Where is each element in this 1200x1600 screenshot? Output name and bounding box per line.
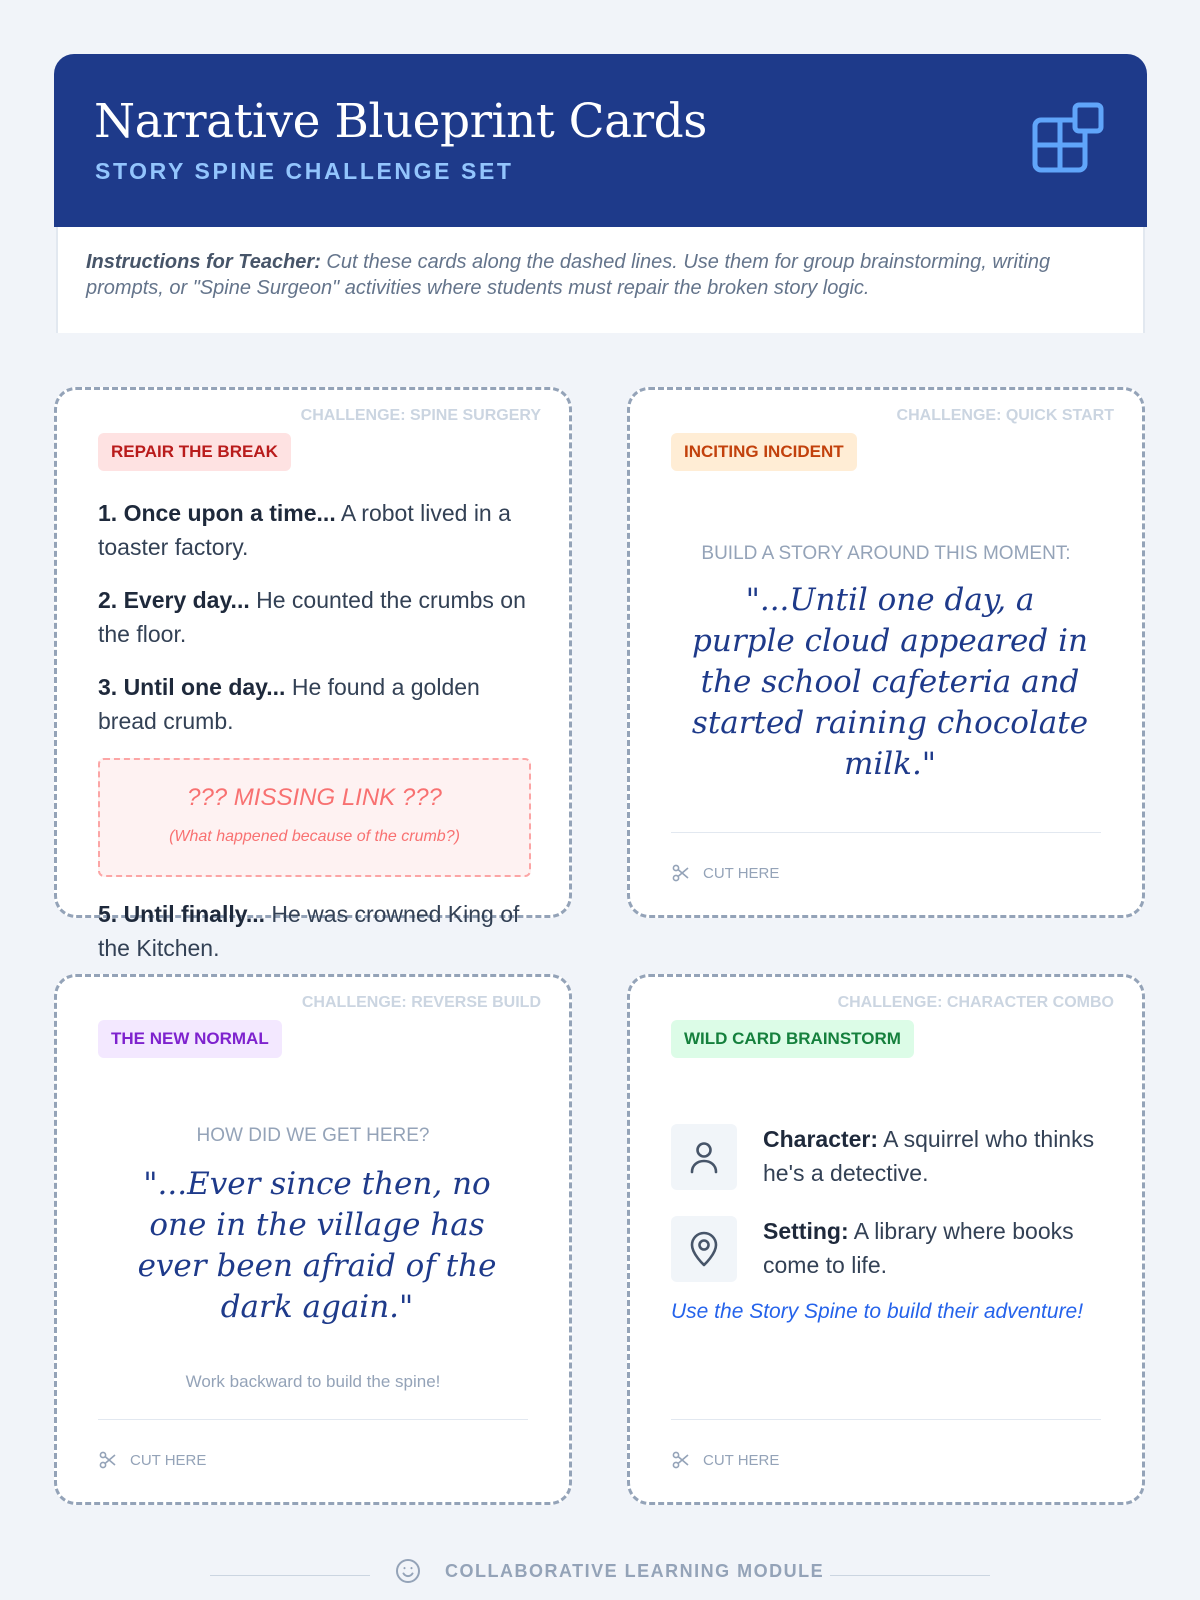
instructions-text: Cut these cards along the dashed lines. Use them for group brainstorming, writing prompts, or "Spine Surgeon" activities where students must repair the broken story logic. (86, 251, 1051, 299)
missing-link-box (98, 758, 531, 877)
setting-value: A library where books come to life. (763, 1218, 1074, 1278)
setting-text (763, 1214, 1113, 1282)
story-step (98, 583, 538, 651)
step-text: A robot lived in a toaster factory. (98, 500, 511, 560)
divider (98, 1419, 528, 1420)
step-lead: 2. Every day... (98, 587, 250, 613)
scissors-icon (671, 863, 691, 883)
scissors-icon (98, 1450, 118, 1470)
story-step (98, 897, 538, 965)
card-quote: "...Ever since then, no one in the village has ever been afraid of the dark again." (137, 1166, 497, 1325)
instructions-label: Instructions for Teacher: (86, 251, 321, 273)
card-reverse-build (54, 974, 572, 1505)
cut-here-marker (671, 1450, 779, 1470)
card-character-combo (627, 974, 1145, 1505)
card-cta: Use the Story Spine to build their adventure! (671, 1300, 1084, 1323)
character-value: A squirrel who thinks he's a detective. (763, 1126, 1095, 1186)
step-lead: 3. Until one day... (98, 674, 286, 700)
card-quote: "...Until one day, a purple cloud appeared in the school cafeteria and started raining chocolate milk." (691, 582, 1089, 782)
card-tag: WILD CARD BRAINSTORM (671, 1020, 914, 1058)
story-step (98, 670, 538, 738)
footer (0, 1558, 1200, 1594)
character-text (763, 1122, 1113, 1190)
page-subtitle: STORY SPINE CHALLENGE SET (95, 158, 514, 184)
cut-here-marker (98, 1450, 206, 1470)
footer-divider-left (210, 1575, 370, 1576)
story-step (98, 496, 538, 564)
card-tag: REPAIR THE BREAK (98, 433, 291, 471)
step-text: He was crowned King of the Kitchen. (98, 901, 520, 961)
footer-content (395, 1558, 824, 1584)
cut-here-label: CUT HERE (703, 864, 780, 882)
missing-link-hint: (What happened because of the crumb?) (169, 828, 460, 845)
footer-divider-right (830, 1575, 990, 1576)
missing-link-title: ??? MISSING LINK ??? (187, 784, 442, 811)
step-text: He counted the crumbs on the floor. (98, 587, 526, 647)
character-label: Character: (763, 1126, 879, 1152)
step-lead: 5. Until finally... (98, 901, 265, 927)
card-quick-start (627, 387, 1145, 918)
divider (671, 1419, 1101, 1420)
card-tag: THE NEW NORMAL (98, 1020, 282, 1058)
step-text: He found a golden bread crumb. (98, 674, 480, 734)
card-note: Work backward to build the spine! (185, 1372, 441, 1391)
cut-here-marker (671, 863, 779, 883)
setting-label: Setting: (763, 1218, 849, 1244)
person-icon (688, 1140, 720, 1174)
person-icon-box (671, 1124, 737, 1190)
page-title: Narrative Blueprint Cards (94, 94, 707, 149)
cut-here-label: CUT HERE (130, 1451, 207, 1469)
challenge-label: CHALLENGE: CHARACTER COMBO (837, 994, 1114, 1011)
challenge-label: CHALLENGE: SPINE SURGERY (300, 407, 541, 424)
footer-text: COLLABORATIVE LEARNING MODULE (445, 1560, 825, 1581)
challenge-label: CHALLENGE: REVERSE BUILD (301, 994, 541, 1011)
challenge-label: CHALLENGE: QUICK START (896, 407, 1114, 424)
map-pin-icon-box (671, 1216, 737, 1282)
layout-grid-icon (1031, 101, 1105, 175)
card-spine-surgery (54, 387, 572, 961)
card-prompt: BUILD A STORY AROUND THIS MOMENT: (701, 543, 1071, 564)
step-lead: 1. Once upon a time... (98, 500, 336, 526)
smile-icon (395, 1558, 421, 1584)
map-pin-icon (688, 1231, 720, 1267)
card-prompt: HOW DID WE GET HERE? (196, 1125, 430, 1146)
divider (671, 832, 1101, 833)
teacher-instructions (56, 227, 1145, 333)
header-banner (54, 54, 1147, 227)
scissors-icon (671, 1450, 691, 1470)
card-tag: INCITING INCIDENT (671, 433, 857, 471)
cut-here-label: CUT HERE (703, 1451, 780, 1469)
